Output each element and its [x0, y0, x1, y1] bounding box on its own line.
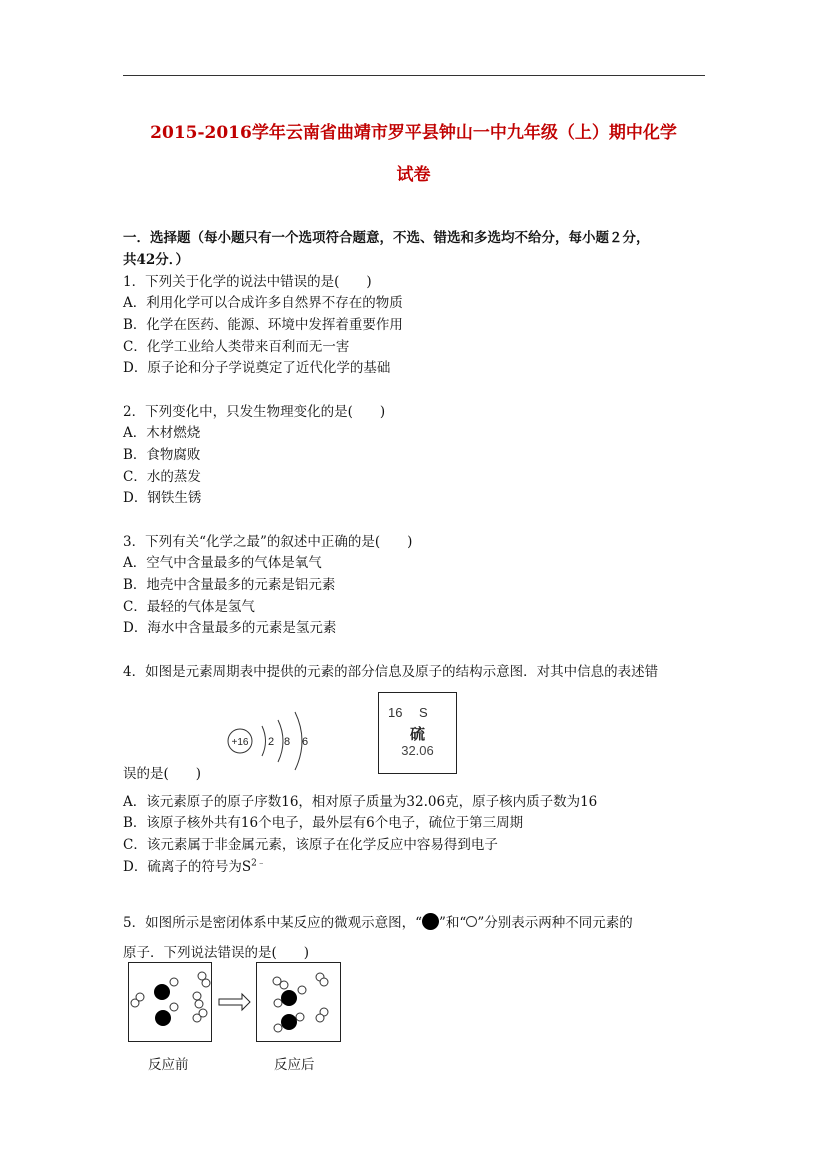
element-name: 硫 — [409, 726, 425, 743]
q4-option-d — [123, 855, 266, 875]
caption-before-reaction: 反应前 — [148, 1057, 189, 1072]
q2-option-d: D．钢铁生锈 — [123, 490, 202, 506]
q5-stem-part1: 5．如图所示是密闭体系中某反应的微观示意图，“ — [123, 915, 422, 931]
page-title-line2: 试卷 — [396, 165, 431, 185]
q1-option-b: B．化学在医药、能源、环境中发挥着重要作用 — [123, 317, 403, 333]
section-heading-line2: 共42分．） — [123, 252, 190, 268]
q2-option-c: C．水的蒸发 — [123, 469, 201, 485]
atom-structure-diagram — [222, 706, 322, 772]
q2-stem: 2．下列变化中，只发生物理变化的是( ) — [123, 404, 386, 420]
before-black-atom-2 — [155, 1010, 171, 1026]
before-black-atom-1 — [154, 984, 170, 1000]
q3-option-b: B．地壳中含量最多的元素是铝元素 — [123, 577, 336, 593]
after-black-atom-2 — [281, 1014, 297, 1030]
q3-option-d: D．海水中含量最多的元素是氢元素 — [123, 620, 337, 636]
electron-shell-3 — [295, 712, 302, 770]
header-rule — [123, 75, 705, 76]
q1-option-a: A．利用化学可以合成许多自然界不存在的物质 — [123, 295, 403, 311]
periodic-element-box — [378, 692, 457, 774]
q5-stem-part3: ”分别表示两种不同元素的 — [477, 915, 633, 931]
after-box — [257, 963, 341, 1042]
q4-stem-line2: 误的是( ) — [123, 766, 202, 782]
q4-stem-line1: 4．如图是元素周期表中提供的元素的部分信息及原子的结构示意图．对其中信息的表述错 — [123, 664, 659, 680]
q4-option-b: B．该原子核外共有16个电子，最外层有6个电子，硫位于第三周期 — [123, 815, 524, 831]
white-atom-icon — [466, 916, 477, 927]
shell-2-electrons: 8 — [283, 736, 291, 748]
q3-option-c: C．最轻的气体是氢气 — [123, 599, 255, 615]
section-heading-line1: 一．选择题（每小题只有一个选项符合题意，不选、错选和多选均不给分，每小题２分， — [123, 230, 650, 246]
atomic-number: 16 — [388, 705, 403, 720]
electron-shell-1 — [262, 726, 266, 756]
q3-stem: 3．下列有关“化学之最”的叙述中正确的是( ) — [123, 534, 413, 550]
q1-stem: 1．下列关于化学的说法中错误的是( ) — [123, 274, 372, 290]
shell-3-electrons: 6 — [301, 736, 309, 748]
caption-after-reaction: 反应后 — [274, 1057, 315, 1072]
q4-option-d-text: D．硫离子的符号为S — [123, 859, 252, 875]
shell-1-electrons: 2 — [267, 736, 275, 748]
q4-option-c: C．该元素属于非金属元素，该原子在化学反应中容易得到电子 — [123, 837, 498, 853]
ion-charge-superscript: 2﹣ — [251, 858, 266, 869]
q5-stem-line1 — [123, 911, 633, 931]
q1-option-c: C．化学工业给人类带来百利而无一害 — [123, 339, 350, 355]
q5-stem-part2: ”和“ — [439, 915, 467, 931]
reaction-arrow-icon — [219, 994, 250, 1010]
q2-option-a: A．木材燃烧 — [123, 425, 201, 441]
q4-option-a: A．该元素原子的原子序数16，相对原子质量为32.06克，原子核内质子数为16 — [123, 794, 598, 810]
electron-shell-2 — [278, 720, 283, 762]
element-symbol: S — [419, 705, 428, 720]
q2-option-b: B．食物腐败 — [123, 447, 201, 463]
atomic-mass: 32.06 — [401, 743, 434, 758]
reaction-diagram — [128, 962, 344, 1042]
black-atom-icon — [422, 913, 439, 930]
q1-option-d: D．原子论和分子学说奠定了近代化学的基础 — [123, 360, 391, 376]
after-black-atom-1 — [281, 990, 297, 1006]
page-title-line1: 2015-2016学年云南省曲靖市罗平县钟山一中九年级（上）期中化学 — [150, 123, 677, 143]
q5-stem-line2: 原子．下列说法错误的是( ) — [123, 945, 310, 961]
q3-option-a: A．空气中含量最多的气体是氧气 — [123, 555, 322, 571]
nucleus-charge: +16 — [231, 737, 249, 748]
